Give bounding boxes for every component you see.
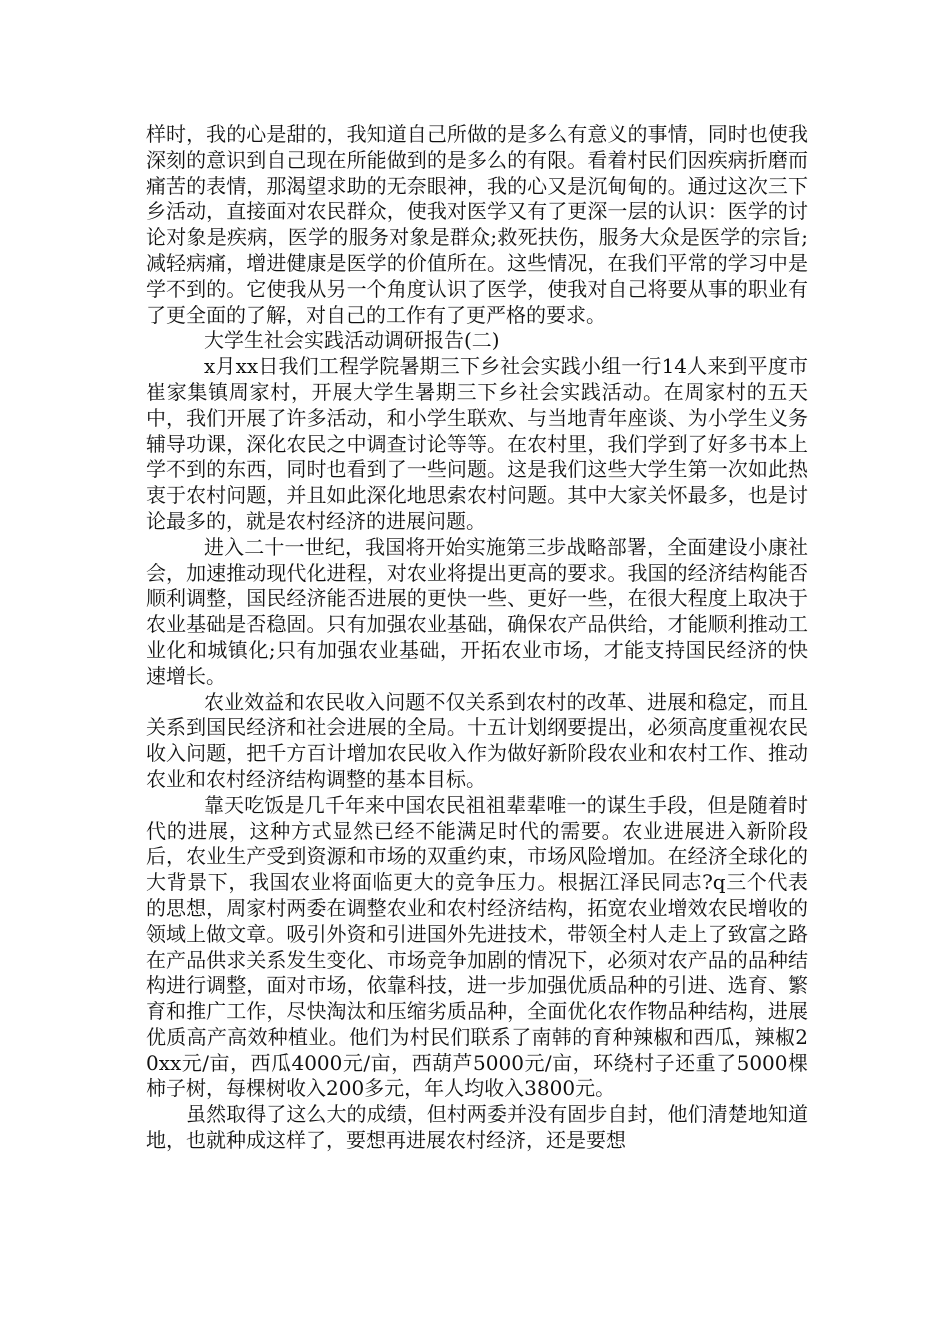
document-body bbox=[146, 122, 808, 1154]
paragraph-strategy: 进入二十一世纪，我国将开始实施第三步战略部署，全面建设小康社会，加速推动现代化进程，对农业将提出更高的要求。我国的经济结构能否顺利调整，国民经济能否进展的更快一些、更好一些，在很大程度上取决于农业基础是否稳固。只有加强农业基础，确保农产品供给，才能顺利推动工业化和城镇化;只有加强农业基础，开拓农业市场，才能支持国民经济的快速增长。 bbox=[146, 534, 808, 688]
section-heading: 大学生社会实践活动调研报告(二) bbox=[204, 328, 500, 353]
paragraph-income: 农业效益和农民收入问题不仅关系到农村的改革、进展和稳定，而且关系到国民经济和社会进展的全局。十五计划纲要提出，必须高度重视农民收入问题，把千方百计增加农民收入作为做好新阶段农业和农村工作、推动农业和农村经济结构调整的基本目标。 bbox=[146, 689, 808, 791]
paragraph-agriculture: 靠天吃饭是几千年来中国农民祖祖辈辈唯一的谋生手段，但是随着时代的进展，这种方式显然已经不能满足时代的需要。农业进展进入新阶段后，农业生产受到资源和市场的双重约束，市场风险增加。在经济全球化的大背景下，我国农业将面临更大的竞争压力。根据江泽民同志?q三个代表的思想，周家村两委在调整农业和农村经济结构，拓宽农业增效农民增收的领域上做文章。吸引外资和引进国外先进技术，带领全村人走上了致富之路在产品供求关系发生变化、市场竞争加剧的情况下，必须对农产品的品种结构进行调整，面对市场，依靠科技，进一步加强优质品种的引进、选育、繁育和推广工作，尽快淘汰和压缩劣质品种，全面优化农作物品种结构，进展优质高产高效种植业。他们为村民们联系了南韩的育种辣椒和西瓜，辣椒20xx元/亩，西瓜4000元/亩，西葫芦5000元/亩，环绕村子还重了5000棵柿子树，每棵树收入200多元，年人均收入3800元。 bbox=[146, 792, 808, 1101]
paragraph-conclusion: 虽然取得了这么大的成绩，但村两委并没有固步自封，他们清楚地知道地，也就种成这样了，要想再进展农村经济，还是要想 bbox=[146, 1102, 808, 1153]
paragraph-continuation: 样时，我的心是甜的，我知道自己所做的是多么有意义的事情，同时也使我深刻的意识到自己现在所能做到的是多么的有限。看着村民们因疾病折磨而痛苦的表情，那渴望求助的无奈眼神，我的心又是沉甸甸的。通过这次三下乡活动，直接面对农民群众，使我对医学又有了更深一层的认识：医学的讨论对象是疾病，医学的服务对象是群众;救死扶伤，服务大众是医学的宗旨;减轻病痛，增进健康是医学的价值所在。这些情况，在我们平常的学习中是学不到的。它使我从另一个角度认识了医学，使我对自己将要从事的职业有了更全面的了解，对自己的工作有了更严格的要求。 bbox=[146, 122, 808, 327]
paragraph-intro: x月xx日我们工程学院暑期三下乡社会实践小组一行14人来到平度市崔家集镇周家村，开展大学生暑期三下乡社会实践活动。在周家村的五天中，我们开展了许多活动，和小学生联欢、与当地青年座谈、为小学生义务辅导功课，深化农民之中调查讨论等等。在农村里，我们学到了好多书本上学不到的东西，同时也看到了一些问题。这是我们这些大学生第一次如此热衷于农村问题，并且如此深化地思索农村问题。其中大家关怀最多，也是讨论最多的，就是农村经济的进展问题。 bbox=[146, 354, 808, 533]
